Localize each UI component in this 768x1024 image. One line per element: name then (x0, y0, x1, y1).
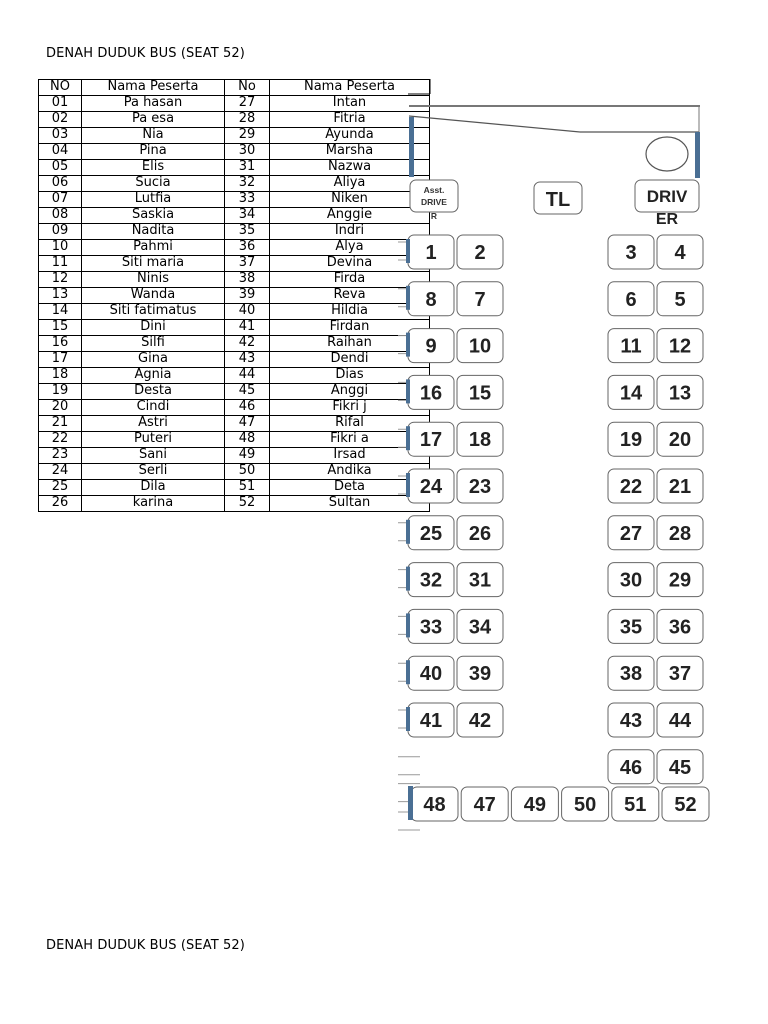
table-row (39, 480, 430, 496)
tour-leader-seat[interactable] (534, 182, 582, 214)
cell-name-2: Dendi (270, 352, 430, 368)
seat-number: 41 (419, 710, 443, 732)
steering-wheel-icon (646, 137, 688, 171)
cell-name-2: Fikri a (270, 432, 430, 448)
cell-no: 14 (39, 304, 82, 320)
cell-no-2: 31 (225, 160, 270, 176)
cell-no: 10 (39, 240, 82, 256)
asst-driver-label-3: R (430, 211, 438, 221)
seat-number: 48 (423, 794, 446, 816)
seat-31[interactable] (457, 563, 503, 597)
cell-name: Nadita (82, 224, 225, 240)
cell-no: 19 (39, 384, 82, 400)
seat-number: 47 (473, 794, 496, 816)
seat-number: 34 (468, 616, 492, 639)
cell-no: 02 (39, 112, 82, 128)
seat-20[interactable] (657, 422, 703, 456)
cell-name-2: Anggie (270, 208, 430, 224)
seat-number: 25 (419, 522, 443, 545)
cell-no-2: 49 (225, 448, 270, 464)
cell-name-2: Firdan (270, 320, 430, 336)
table-row (39, 448, 430, 464)
cell-no-2: 40 (225, 304, 270, 320)
cell-name: Ninis (82, 272, 225, 288)
cell-no: 17 (39, 352, 82, 368)
seat-number: 5 (674, 288, 686, 311)
cell-no-2: 50 (225, 464, 270, 480)
window-marker (406, 239, 410, 263)
cell-name-2: Fitria (270, 112, 430, 128)
cell-name-2: Nazwa (270, 160, 430, 176)
seat-number: 31 (468, 569, 492, 592)
column-header-name-2: Nama Peserta (270, 80, 430, 96)
column-header-name: Nama Peserta (82, 80, 225, 96)
seat-number: 1 (425, 242, 437, 264)
cell-name-2: Hildia (270, 304, 430, 320)
cell-name: Sucia (82, 176, 225, 192)
asst-driver-label-1: Asst. (423, 185, 445, 195)
cell-name-2: Intan (270, 96, 430, 112)
cell-name: Nia (82, 128, 225, 144)
seat-30[interactable] (608, 563, 654, 597)
cell-no: 03 (39, 128, 82, 144)
cell-no: 08 (39, 208, 82, 224)
seat-17[interactable] (408, 422, 454, 456)
driver-label-2: ER (655, 211, 679, 228)
cell-no: 05 (39, 160, 82, 176)
seat-3[interactable] (608, 235, 654, 269)
seat-number: 13 (668, 382, 692, 405)
cell-no: 15 (39, 320, 82, 336)
table-row (39, 192, 430, 208)
table-row (39, 352, 430, 368)
table-row (39, 208, 430, 224)
cell-name-2: Marsha (270, 144, 430, 160)
seat-number: 26 (468, 522, 492, 545)
window-marker (406, 426, 410, 450)
window-marker (406, 707, 410, 731)
cell-name: Pina (82, 144, 225, 160)
cell-name: Siti maria (82, 256, 225, 272)
seat-number: 45 (668, 756, 692, 779)
seat-46[interactable] (608, 750, 654, 784)
window-marker (406, 473, 410, 497)
seat-number: 14 (619, 382, 643, 405)
asst-driver-label-2: DRIVE (421, 197, 447, 207)
cell-no-2: 32 (225, 176, 270, 192)
seat-number: 8 (425, 288, 437, 311)
bus-front (408, 79, 700, 178)
seat-25[interactable] (408, 516, 454, 550)
cell-name: Sani (82, 448, 225, 464)
cell-no-2: 48 (225, 432, 270, 448)
seat-5[interactable] (657, 282, 703, 316)
participant-table (38, 79, 430, 512)
window-marker (406, 613, 410, 637)
cell-no-2: 38 (225, 272, 270, 288)
cell-name: Astri (82, 416, 225, 432)
cell-name-2: Reva (270, 288, 430, 304)
table-row (39, 288, 430, 304)
seat-1[interactable] (408, 235, 454, 269)
seat-number: 39 (468, 663, 492, 686)
table-row (39, 112, 430, 128)
cell-name: Pa esa (82, 112, 225, 128)
cell-no: 11 (39, 256, 82, 272)
seat-number: 22 (619, 476, 643, 498)
cell-no: 12 (39, 272, 82, 288)
cell-name: Gina (82, 352, 225, 368)
table-row (39, 224, 430, 240)
cell-name-2: Rifal (270, 416, 430, 432)
seat-number: 49 (523, 794, 547, 816)
page-title: DENAH DUDUK BUS (SEAT 52) (46, 46, 245, 61)
cell-no: 16 (39, 336, 82, 352)
seat-16[interactable] (408, 375, 454, 409)
window-marker (406, 520, 410, 544)
cell-name-2: Indri (270, 224, 430, 240)
table-header-row (39, 80, 430, 96)
cell-name: Cindi (82, 400, 225, 416)
seat-37[interactable] (657, 656, 703, 690)
seat-52[interactable] (662, 787, 709, 821)
page-title-bottom: DENAH DUDUK BUS (SEAT 52) (46, 938, 245, 953)
front-right-door-icon (695, 132, 700, 178)
seat-19[interactable] (608, 422, 654, 456)
seat-number: 52 (674, 794, 697, 816)
cell-name-2: Raihan (270, 336, 430, 352)
cell-no: 13 (39, 288, 82, 304)
table-row (39, 96, 430, 112)
seat-number: 28 (668, 522, 692, 545)
table-row (39, 496, 430, 512)
cell-no: 09 (39, 224, 82, 240)
seat-13[interactable] (657, 375, 703, 409)
seat-18[interactable] (457, 422, 503, 456)
window-marker (406, 379, 410, 403)
seat-number: 12 (668, 335, 692, 358)
seat-41[interactable] (408, 703, 454, 737)
seat-39[interactable] (457, 656, 503, 690)
cell-name-2: Alya (270, 240, 430, 256)
table-row (39, 336, 430, 352)
seat-48[interactable] (411, 787, 458, 821)
seat-number: 3 (625, 242, 637, 264)
table-row (39, 384, 430, 400)
cell-name-2: Aliya (270, 176, 430, 192)
seat-number: 10 (468, 335, 492, 358)
seat-number: 40 (419, 663, 443, 686)
table-row (39, 304, 430, 320)
cell-no-2: 46 (225, 400, 270, 416)
seat-33[interactable] (408, 609, 454, 643)
seat-number: 20 (668, 429, 692, 452)
cell-name: Siti fatimatus (82, 304, 225, 320)
cell-no-2: 30 (225, 144, 270, 160)
cell-name: Saskia (82, 208, 225, 224)
cell-no: 01 (39, 96, 82, 112)
cell-name-2: Anggi (270, 384, 430, 400)
cell-no-2: 39 (225, 288, 270, 304)
seat-number: 50 (573, 794, 597, 816)
seat-10[interactable] (457, 329, 503, 363)
cell-no: 06 (39, 176, 82, 192)
cell-no-2: 45 (225, 384, 270, 400)
cell-name: Agnia (82, 368, 225, 384)
cell-no-2: 29 (225, 128, 270, 144)
table-row (39, 176, 430, 192)
seat-number: 29 (668, 569, 692, 592)
cell-name-2: Deta (270, 480, 430, 496)
cell-no-2: 43 (225, 352, 270, 368)
seat-11[interactable] (608, 329, 654, 363)
seat-2[interactable] (457, 235, 503, 269)
seat-35[interactable] (608, 609, 654, 643)
seat-number: 44 (668, 710, 692, 732)
cell-no: 25 (39, 480, 82, 496)
table-row (39, 144, 430, 160)
column-header-no: NO (39, 80, 82, 96)
seat-number: 30 (619, 569, 643, 592)
cell-no-2: 51 (225, 480, 270, 496)
seat-8[interactable] (408, 282, 454, 316)
seat-number: 38 (619, 663, 643, 686)
driver-label-1: DRIV (646, 187, 688, 206)
seat-40[interactable] (408, 656, 454, 690)
window-marker (406, 660, 410, 684)
seat-number: 33 (419, 616, 443, 639)
cell-no: 23 (39, 448, 82, 464)
seat-42[interactable] (457, 703, 503, 737)
seat-number: 15 (468, 382, 492, 405)
table-row (39, 400, 430, 416)
table-row (39, 160, 430, 176)
seat-number: 43 (619, 710, 643, 732)
window-marker (406, 286, 410, 310)
seat-49[interactable] (511, 787, 558, 821)
cell-no-2: 47 (225, 416, 270, 432)
cell-no: 21 (39, 416, 82, 432)
tour-leader-label: TL (545, 189, 571, 211)
seat-22[interactable] (608, 469, 654, 503)
cell-no-2: 36 (225, 240, 270, 256)
cell-no-2: 41 (225, 320, 270, 336)
seat-26[interactable] (457, 516, 503, 550)
cell-name-2: Andika (270, 464, 430, 480)
seat-number: 17 (419, 429, 443, 452)
driver-seat[interactable] (635, 180, 699, 228)
seat-28[interactable] (657, 516, 703, 550)
table-row (39, 320, 430, 336)
seat-27[interactable] (608, 516, 654, 550)
seat-number: 4 (674, 242, 686, 264)
seat-9[interactable] (408, 329, 454, 363)
cell-no: 22 (39, 432, 82, 448)
seat-14[interactable] (608, 375, 654, 409)
window-marker (406, 567, 410, 591)
cell-no: 07 (39, 192, 82, 208)
seat-number: 36 (668, 616, 692, 639)
cell-no: 24 (39, 464, 82, 480)
seat-number: 32 (419, 569, 443, 592)
cell-no-2: 37 (225, 256, 270, 272)
seat-number: 18 (468, 429, 492, 452)
seat-47[interactable] (461, 787, 508, 821)
window-marker (406, 333, 410, 357)
cell-no-2: 28 (225, 112, 270, 128)
seat-23[interactable] (457, 469, 503, 503)
cell-name-2: Devina (270, 256, 430, 272)
cell-no: 04 (39, 144, 82, 160)
seat-50[interactable] (562, 787, 609, 821)
cell-name-2: Irsad (270, 448, 430, 464)
cell-name-2: Niken (270, 192, 430, 208)
seat-29[interactable] (657, 563, 703, 597)
seat-44[interactable] (657, 703, 703, 737)
cell-no-2: 34 (225, 208, 270, 224)
column-header-no-2: No (225, 80, 270, 96)
seat-12[interactable] (657, 329, 703, 363)
cell-name: Silfi (82, 336, 225, 352)
cell-name-2: Firda (270, 272, 430, 288)
seat-number: 21 (668, 476, 692, 498)
cell-name: Puteri (82, 432, 225, 448)
seat-number: 37 (668, 663, 692, 686)
table-row (39, 256, 430, 272)
cell-no: 18 (39, 368, 82, 384)
seat-36[interactable] (657, 609, 703, 643)
table-row (39, 240, 430, 256)
seat-number: 7 (474, 288, 486, 311)
seat-number: 11 (620, 335, 642, 358)
cell-no: 26 (39, 496, 82, 512)
seat-number: 23 (468, 476, 492, 498)
table-row (39, 368, 430, 384)
cell-no-2: 44 (225, 368, 270, 384)
seat-number: 24 (419, 476, 443, 498)
cell-name-2: Sultan (270, 496, 430, 512)
seat-number: 35 (619, 616, 643, 639)
cell-name: Dila (82, 480, 225, 496)
table-row (39, 416, 430, 432)
seat-45[interactable] (657, 750, 703, 784)
cell-name: Serli (82, 464, 225, 480)
cell-name: Pa hasan (82, 96, 225, 112)
seat-32[interactable] (408, 563, 454, 597)
cell-name-2: Ayunda (270, 128, 430, 144)
front-left-door-icon (409, 117, 414, 177)
cell-no-2: 27 (225, 96, 270, 112)
cell-name: karina (82, 496, 225, 512)
cell-no-2: 52 (225, 496, 270, 512)
seat-38[interactable] (608, 656, 654, 690)
cell-no-2: 35 (225, 224, 270, 240)
seat-number: 16 (419, 382, 443, 405)
seat-number: 2 (474, 242, 486, 264)
cell-name-2: Dias (270, 368, 430, 384)
seat-number: 51 (624, 794, 647, 816)
table-row (39, 432, 430, 448)
cell-no-2: 42 (225, 336, 270, 352)
seat-number: 42 (468, 710, 492, 732)
cell-no: 20 (39, 400, 82, 416)
cell-name: Elis (82, 160, 225, 176)
seat-grid (406, 235, 709, 821)
cell-name: Pahmi (82, 240, 225, 256)
rear-window-marker (408, 786, 413, 820)
seat-4[interactable] (657, 235, 703, 269)
table-row (39, 272, 430, 288)
cell-no-2: 33 (225, 192, 270, 208)
cell-name: Wanda (82, 288, 225, 304)
seat-43[interactable] (608, 703, 654, 737)
table-row (39, 128, 430, 144)
seat-24[interactable] (408, 469, 454, 503)
seat-6[interactable] (608, 282, 654, 316)
cell-name: Lutfia (82, 192, 225, 208)
cell-name-2: Fikri j (270, 400, 430, 416)
seat-7[interactable] (457, 282, 503, 316)
seat-51[interactable] (612, 787, 659, 821)
seat-15[interactable] (457, 375, 503, 409)
seat-number: 27 (619, 522, 643, 545)
seat-number: 6 (625, 288, 637, 311)
seat-number: 9 (425, 335, 437, 358)
seat-number: 46 (619, 756, 643, 779)
seat-number: 19 (619, 429, 643, 452)
seat-34[interactable] (457, 609, 503, 643)
table-row (39, 464, 430, 480)
seat-21[interactable] (657, 469, 703, 503)
cell-name: Dini (82, 320, 225, 336)
cell-name: Desta (82, 384, 225, 400)
